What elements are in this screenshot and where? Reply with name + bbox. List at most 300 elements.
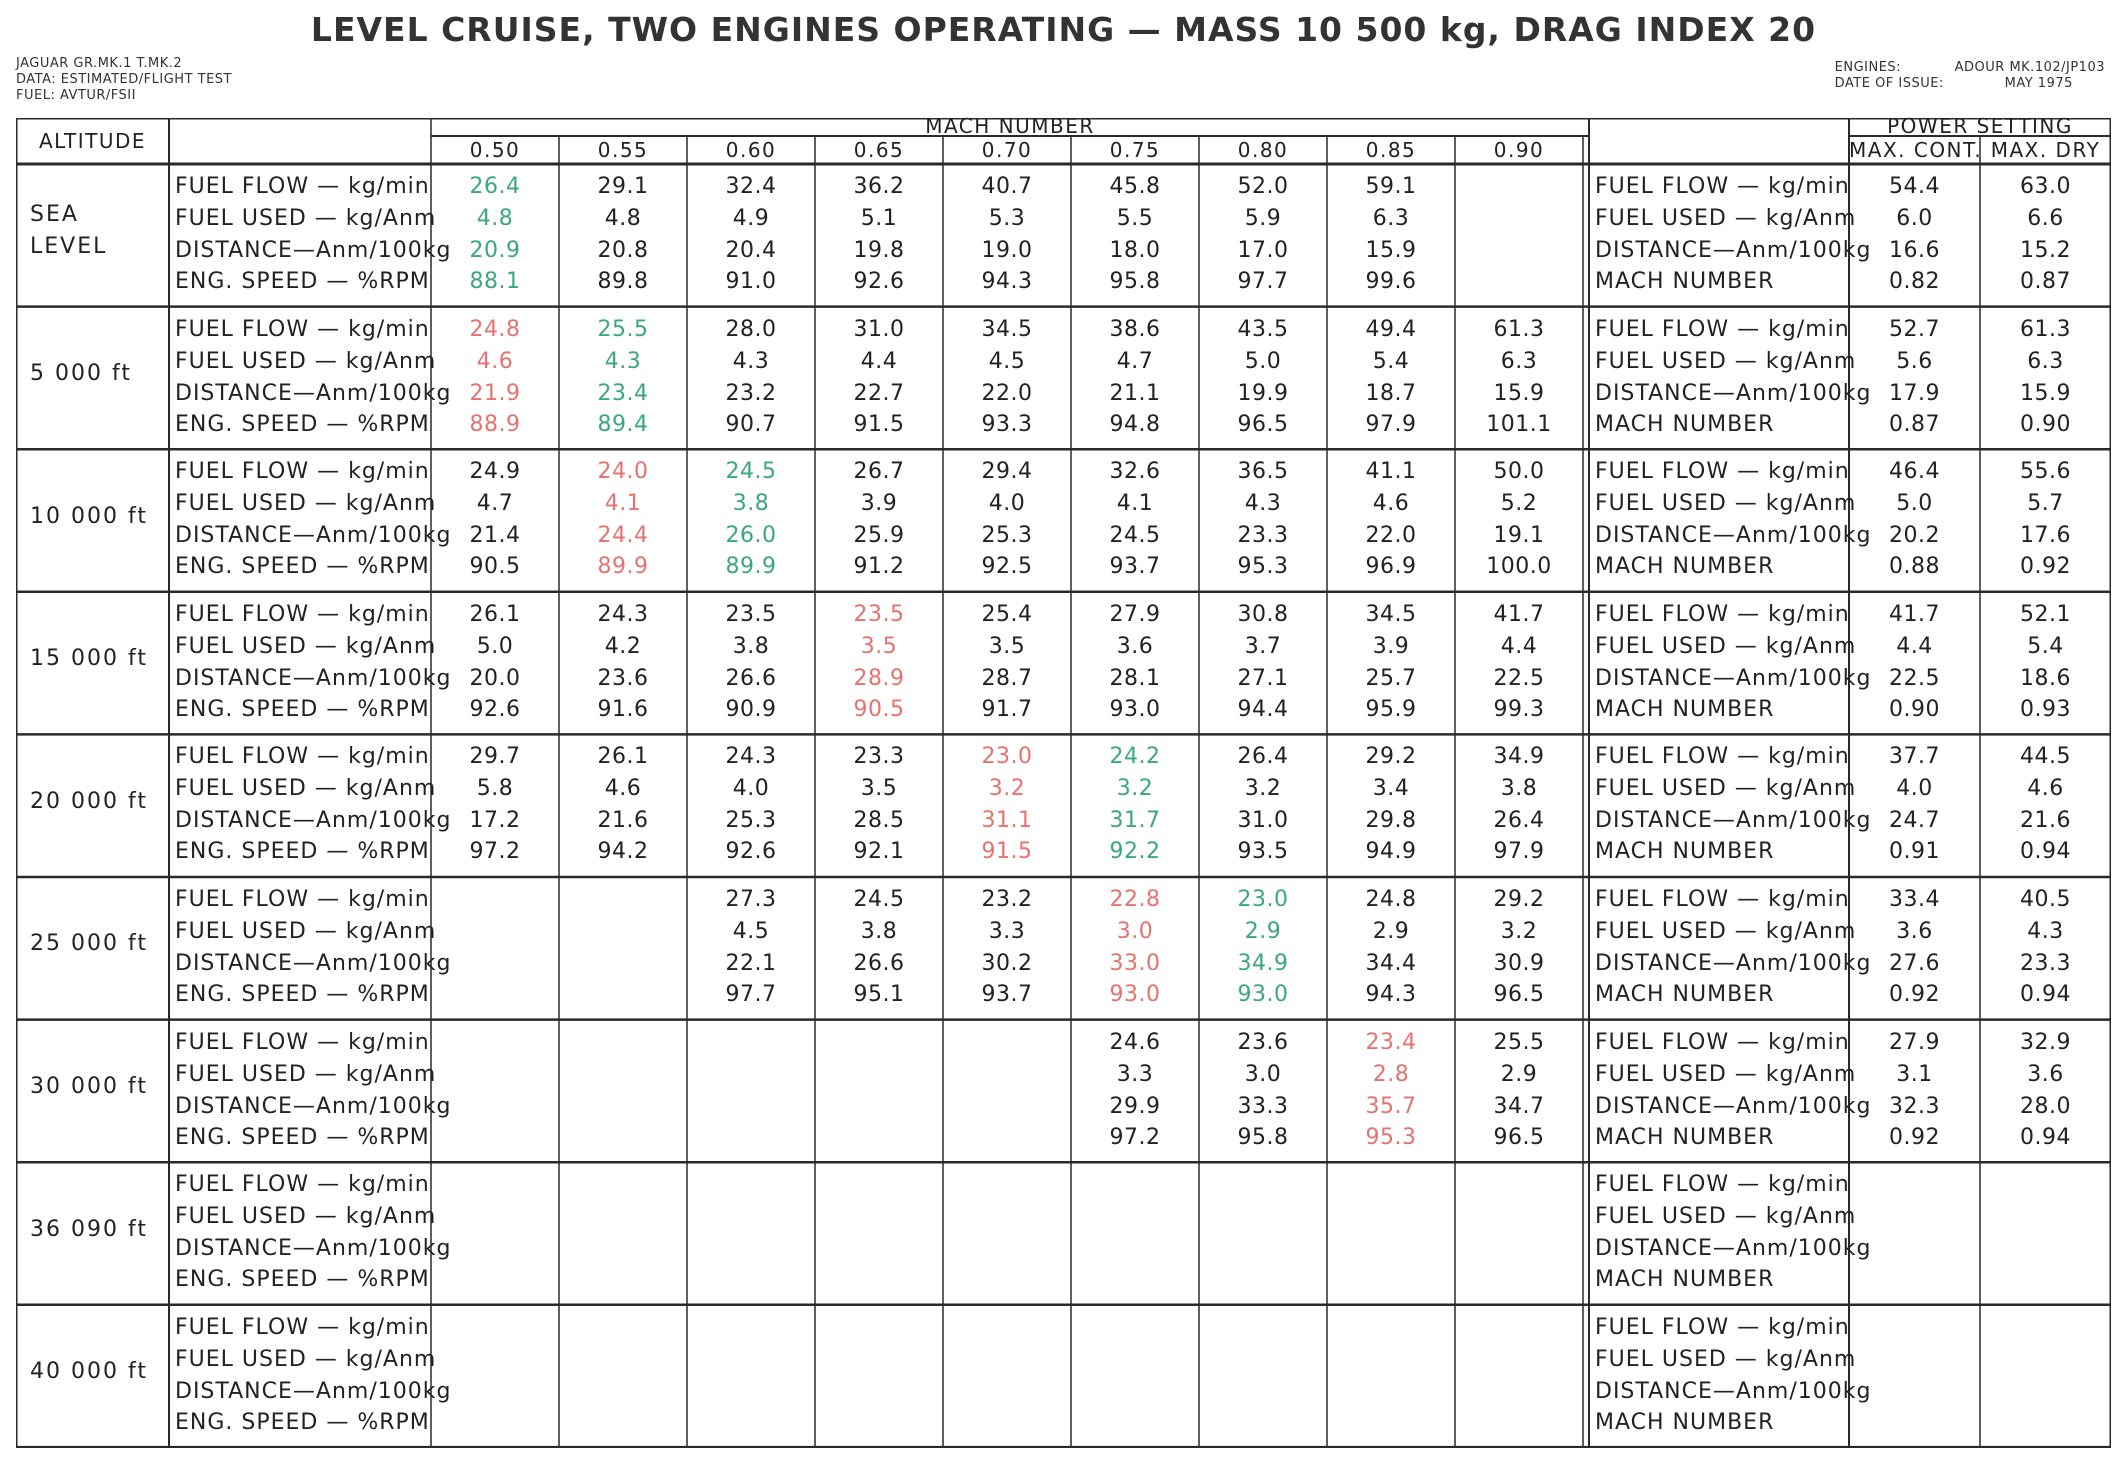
data-cell: 30.2 <box>981 951 1033 976</box>
max-dry-value: 15.9 <box>2020 380 2071 406</box>
data-cell: 97.9 <box>1493 839 1545 865</box>
data-cell: 24.8 <box>1365 887 1417 912</box>
data-cell: 91.7 <box>981 696 1033 722</box>
power-parameter-label: FUEL USED — kg/Anm <box>1595 1346 1857 1372</box>
data-cell: 90.5 <box>469 554 521 580</box>
data-cell: 19.1 <box>1493 523 1545 549</box>
data-cell: 24.2 <box>1109 744 1161 770</box>
max-cont-value: 33.4 <box>1889 887 1940 912</box>
max-cont-value: 24.7 <box>1889 808 1940 834</box>
data-cell: 22.7 <box>853 380 905 406</box>
data-cell: 22.0 <box>1365 523 1417 549</box>
max-dry-value: 61.3 <box>2020 316 2071 342</box>
data-cell: 15.9 <box>1365 238 1417 263</box>
data-cell: 88.9 <box>469 411 521 437</box>
data-cell: 94.3 <box>1365 982 1417 1007</box>
data-cell: 90.5 <box>853 696 905 722</box>
data-cell: 101.1 <box>1486 411 1552 437</box>
data-cell: 24.5 <box>853 887 905 912</box>
data-cell: 5.3 <box>988 206 1026 231</box>
data-cell: 94.2 <box>597 839 649 865</box>
data-cell: 5.0 <box>1244 348 1282 374</box>
power-parameter-label: FUEL FLOW — kg/min <box>1595 887 1850 912</box>
data-cell: 92.1 <box>853 839 905 865</box>
mach-column-header: 0.90 <box>1493 138 1545 162</box>
parameter-label: FUEL FLOW — kg/min <box>175 887 430 912</box>
data-cell: 89.9 <box>597 554 649 580</box>
data-cell: 93.3 <box>981 411 1033 437</box>
max-cont-value: 3.1 <box>1896 1061 1933 1087</box>
data-cell: 17.2 <box>469 808 521 834</box>
parameter-label: DISTANCE—Anm/100kg <box>175 1378 452 1404</box>
data-cell: 27.1 <box>1237 665 1289 691</box>
data-cell: 6.3 <box>1500 348 1538 374</box>
parameter-label: ENG. SPEED — %RPM <box>175 696 430 722</box>
data-cell: 26.6 <box>853 951 905 976</box>
parameter-label: FUEL FLOW — kg/min <box>175 744 430 770</box>
data-cell: 26.4 <box>1237 744 1289 770</box>
date-value: MAY 1975 <box>2004 76 2073 91</box>
data-cell: 43.5 <box>1237 316 1289 342</box>
data-cell: 31.1 <box>981 808 1033 834</box>
parameter-label: FUEL USED — kg/Anm <box>175 206 437 231</box>
power-setting-header: POWER SETTING <box>1887 114 2073 138</box>
data-cell: 3.9 <box>860 491 898 517</box>
data-cell: 4.6 <box>604 776 642 802</box>
data-cell: 45.8 <box>1109 174 1161 199</box>
parameter-label: FUEL USED — kg/Anm <box>175 919 437 944</box>
parameter-label: FUEL FLOW — kg/min <box>175 459 430 485</box>
max-cont-value: 0.91 <box>1889 839 1940 865</box>
data-cell: 31.0 <box>853 316 905 342</box>
data-cell: 21.4 <box>469 523 521 549</box>
data-cell: 21.1 <box>1109 380 1161 406</box>
data-cell: 25.4 <box>981 601 1033 627</box>
data-cell: 93.0 <box>1109 696 1161 722</box>
mach-number-header: MACH NUMBER <box>925 114 1095 138</box>
data-cell: 49.4 <box>1365 316 1417 342</box>
data-cell: 91.5 <box>981 839 1033 865</box>
max-cont-value: 5.0 <box>1896 491 1933 517</box>
data-cell: 5.1 <box>860 206 898 231</box>
cruise-data-table <box>16 114 2111 1448</box>
parameter-label: FUEL USED — kg/Anm <box>175 1346 437 1372</box>
data-cell: 3.8 <box>732 491 770 517</box>
data-cell: 99.6 <box>1365 269 1417 294</box>
parameter-label: FUEL FLOW — kg/min <box>175 1029 430 1055</box>
data-cell: 59.1 <box>1365 174 1417 199</box>
power-parameter-label: DISTANCE—Anm/100kg <box>1595 808 1872 834</box>
mach-column-header: 0.60 <box>725 138 777 162</box>
data-cell: 3.5 <box>860 776 898 802</box>
data-cell: 29.1 <box>597 174 649 199</box>
data-cell: 20.4 <box>725 238 777 263</box>
max-cont-value: 5.6 <box>1896 348 1933 374</box>
altitude-label: 5 000 ft <box>30 360 132 386</box>
data-cell: 4.1 <box>1116 491 1154 517</box>
data-cell: 24.0 <box>597 459 649 485</box>
data-cell: 4.6 <box>476 348 514 374</box>
parameter-label: FUEL USED — kg/Anm <box>175 633 437 659</box>
data-cell: 34.5 <box>1365 601 1417 627</box>
data-cell: 2.9 <box>1372 919 1410 944</box>
data-cell: 19.9 <box>1237 380 1289 406</box>
data-cell: 3.7 <box>1244 633 1282 659</box>
max-dry-value: 0.94 <box>2020 982 2071 1007</box>
max-cont-value: 0.87 <box>1889 411 1940 437</box>
data-cell: 99.3 <box>1493 696 1545 722</box>
data-cell: 3.0 <box>1244 1061 1282 1087</box>
max-cont-value: 0.90 <box>1889 696 1940 722</box>
parameter-label: FUEL FLOW — kg/min <box>175 174 430 199</box>
altitude-label: 30 000 ft <box>30 1073 148 1099</box>
data-source-line: DATA: ESTIMATED/FLIGHT TEST <box>16 72 232 87</box>
power-parameter-label: MACH NUMBER <box>1595 1267 1775 1293</box>
max-dry-value: 0.93 <box>2020 696 2071 722</box>
data-cell: 91.6 <box>597 696 649 722</box>
page-title: LEVEL CRUISE, TWO ENGINES OPERATING — MASS 10 500 kg, DRAG INDEX 20 <box>310 10 1817 49</box>
power-parameter-label: MACH NUMBER <box>1595 1409 1775 1435</box>
max-dry-value: 3.6 <box>2027 1061 2064 1087</box>
data-cell: 93.0 <box>1237 982 1289 1007</box>
max-dry-value: 5.4 <box>2027 633 2064 659</box>
data-cell: 24.3 <box>597 601 649 627</box>
parameter-label: DISTANCE—Anm/100kg <box>175 238 452 263</box>
data-cell: 22.8 <box>1109 887 1161 912</box>
data-cell: 50.0 <box>1493 459 1545 485</box>
data-cell: 91.5 <box>853 411 905 437</box>
parameter-label: ENG. SPEED — %RPM <box>175 269 430 294</box>
data-cell: 25.5 <box>1493 1029 1545 1055</box>
max-dry-value: 40.5 <box>2020 887 2071 912</box>
data-cell: 22.1 <box>725 951 777 976</box>
max-cont-header: MAX. CONT. <box>1849 138 1983 162</box>
data-cell: 92.6 <box>725 839 777 865</box>
data-cell: 18.0 <box>1109 238 1161 263</box>
data-cell: 27.3 <box>725 887 777 912</box>
data-cell: 21.6 <box>597 808 649 834</box>
data-cell: 24.9 <box>469 459 521 485</box>
mach-column-header: 0.80 <box>1237 138 1289 162</box>
data-cell: 4.5 <box>988 348 1026 374</box>
max-dry-value: 23.3 <box>2020 951 2071 976</box>
max-dry-value: 17.6 <box>2020 523 2071 549</box>
data-cell: 15.9 <box>1493 380 1545 406</box>
data-cell: 3.8 <box>1500 776 1538 802</box>
data-cell: 29.2 <box>1493 887 1545 912</box>
max-cont-value: 27.9 <box>1889 1029 1940 1055</box>
data-cell: 29.8 <box>1365 808 1417 834</box>
data-cell: 32.4 <box>725 174 777 199</box>
data-cell: 3.6 <box>1116 633 1154 659</box>
power-parameter-label: FUEL FLOW — kg/min <box>1595 601 1850 627</box>
power-parameter-label: FUEL FLOW — kg/min <box>1595 1314 1850 1340</box>
data-cell: 20.0 <box>469 665 521 691</box>
data-cell: 24.8 <box>469 316 521 342</box>
data-cell: 4.4 <box>860 348 898 374</box>
power-parameter-label: DISTANCE—Anm/100kg <box>1595 951 1872 976</box>
power-parameter-label: DISTANCE—Anm/100kg <box>1595 1378 1872 1404</box>
data-cell: 89.9 <box>725 554 777 580</box>
max-cont-value: 16.6 <box>1889 238 1940 263</box>
data-cell: 20.8 <box>597 238 649 263</box>
power-parameter-label: MACH NUMBER <box>1595 839 1775 865</box>
data-cell: 24.5 <box>725 459 777 485</box>
max-dry-value: 0.94 <box>2020 1124 2071 1150</box>
data-cell: 3.9 <box>1372 633 1410 659</box>
power-parameter-label: DISTANCE—Anm/100kg <box>1595 665 1872 691</box>
max-cont-value: 27.6 <box>1889 951 1940 976</box>
data-cell: 3.2 <box>1500 919 1538 944</box>
document-info-right <box>1835 60 2105 92</box>
parameter-label: ENG. SPEED — %RPM <box>175 554 430 580</box>
data-cell: 4.3 <box>732 348 770 374</box>
data-cell: 29.4 <box>981 459 1033 485</box>
data-cell: 4.9 <box>732 206 770 231</box>
data-cell: 22.5 <box>1493 665 1545 691</box>
data-cell: 25.9 <box>853 523 905 549</box>
mach-column-header: 0.85 <box>1365 138 1417 162</box>
max-cont-value: 0.82 <box>1889 269 1940 294</box>
data-cell: 36.5 <box>1237 459 1289 485</box>
max-cont-value: 46.4 <box>1889 459 1940 485</box>
data-cell: 2.9 <box>1244 919 1282 944</box>
power-parameter-label: DISTANCE—Anm/100kg <box>1595 1093 1872 1119</box>
power-parameter-label: FUEL FLOW — kg/min <box>1595 316 1850 342</box>
data-cell: 89.4 <box>597 411 649 437</box>
data-cell: 41.1 <box>1365 459 1417 485</box>
data-cell: 95.3 <box>1237 554 1289 580</box>
data-cell: 32.6 <box>1109 459 1161 485</box>
max-dry-value: 0.90 <box>2020 411 2071 437</box>
data-cell: 26.1 <box>469 601 521 627</box>
data-cell: 97.2 <box>469 839 521 865</box>
max-cont-value: 32.3 <box>1889 1093 1940 1119</box>
max-dry-value: 52.1 <box>2020 601 2071 627</box>
power-parameter-label: FUEL USED — kg/Anm <box>1595 919 1857 944</box>
max-dry-value: 55.6 <box>2020 459 2071 485</box>
max-dry-value: 0.94 <box>2020 839 2071 865</box>
data-cell: 28.5 <box>853 808 905 834</box>
max-cont-value: 20.2 <box>1889 523 1940 549</box>
max-cont-value: 6.0 <box>1896 206 1933 231</box>
data-cell: 95.8 <box>1237 1124 1289 1150</box>
data-cell: 29.7 <box>469 744 521 770</box>
parameter-label: DISTANCE—Anm/100kg <box>175 1093 452 1119</box>
power-parameter-label: MACH NUMBER <box>1595 1124 1775 1150</box>
parameter-label: FUEL USED — kg/Anm <box>175 348 437 374</box>
engines-label: ENGINES: <box>1834 60 1902 75</box>
data-cell: 2.8 <box>1372 1061 1410 1087</box>
data-cell: 4.4 <box>1500 633 1538 659</box>
data-cell: 26.1 <box>597 744 649 770</box>
data-cell: 20.9 <box>469 238 521 263</box>
data-cell: 4.6 <box>1372 491 1410 517</box>
power-parameter-label: MACH NUMBER <box>1595 411 1775 437</box>
data-cell: 88.1 <box>469 269 521 294</box>
power-parameter-label: DISTANCE—Anm/100kg <box>1595 1236 1872 1262</box>
data-cell: 23.6 <box>1237 1029 1289 1055</box>
parameter-label: ENG. SPEED — %RPM <box>175 1409 430 1435</box>
max-cont-value: 52.7 <box>1889 316 1940 342</box>
data-cell: 29.2 <box>1365 744 1417 770</box>
data-cell: 40.7 <box>981 174 1033 199</box>
data-cell: 34.4 <box>1365 951 1417 976</box>
altitude-label: 20 000 ft <box>30 788 148 814</box>
data-cell: 6.3 <box>1372 206 1410 231</box>
data-cell: 5.4 <box>1372 348 1410 374</box>
parameter-label: FUEL USED — kg/Anm <box>175 491 437 517</box>
data-cell: 95.3 <box>1365 1124 1417 1150</box>
altitude-label: 15 000 ft <box>30 646 148 672</box>
altitude-label: 25 000 ft <box>30 931 148 957</box>
max-dry-header: MAX. DRY <box>1990 138 2101 162</box>
max-cont-value: 22.5 <box>1889 665 1940 691</box>
max-cont-value: 4.4 <box>1896 633 1933 659</box>
power-parameter-label: DISTANCE—Anm/100kg <box>1595 238 1872 263</box>
data-cell: 4.3 <box>1244 491 1282 517</box>
data-cell: 4.1 <box>604 491 642 517</box>
parameter-label: DISTANCE—Anm/100kg <box>175 665 452 691</box>
data-cell: 3.2 <box>1116 776 1154 802</box>
data-cell: 24.4 <box>597 523 649 549</box>
data-cell: 31.0 <box>1237 808 1289 834</box>
power-parameter-label: FUEL USED — kg/Anm <box>1595 206 1857 231</box>
data-cell: 52.0 <box>1237 174 1289 199</box>
data-cell: 24.6 <box>1109 1029 1161 1055</box>
data-cell: 5.5 <box>1116 206 1154 231</box>
mach-column-header: 0.55 <box>597 138 649 162</box>
data-cell: 26.7 <box>853 459 905 485</box>
max-dry-value: 63.0 <box>2020 174 2071 199</box>
data-cell: 29.9 <box>1109 1093 1161 1119</box>
data-cell: 3.4 <box>1372 776 1410 802</box>
data-cell: 18.7 <box>1365 380 1417 406</box>
power-parameter-label: FUEL USED — kg/Anm <box>1595 633 1857 659</box>
data-cell: 34.7 <box>1493 1093 1545 1119</box>
data-cell: 26.6 <box>725 665 777 691</box>
data-cell: 34.5 <box>981 316 1033 342</box>
data-cell: 94.9 <box>1365 839 1417 865</box>
power-parameter-label: FUEL FLOW — kg/min <box>1595 744 1850 770</box>
data-cell: 61.3 <box>1493 316 1545 342</box>
parameter-label: DISTANCE—Anm/100kg <box>175 523 452 549</box>
data-cell: 21.9 <box>469 380 521 406</box>
power-parameter-label: MACH NUMBER <box>1595 554 1775 580</box>
data-cell: 3.0 <box>1116 919 1154 944</box>
power-parameter-label: FUEL FLOW — kg/min <box>1595 174 1850 199</box>
data-cell: 17.0 <box>1237 238 1289 263</box>
data-cell: 25.3 <box>725 808 777 834</box>
parameter-label: FUEL USED — kg/Anm <box>175 1061 437 1087</box>
data-cell: 28.9 <box>853 665 905 691</box>
max-dry-value: 6.3 <box>2027 348 2064 374</box>
max-dry-value: 0.92 <box>2020 554 2071 580</box>
data-cell: 94.8 <box>1109 411 1161 437</box>
power-parameter-label: FUEL USED — kg/Anm <box>1595 491 1857 517</box>
data-cell: 23.0 <box>981 744 1033 770</box>
data-cell: 90.7 <box>725 411 777 437</box>
data-cell: 25.7 <box>1365 665 1417 691</box>
data-cell: 26.0 <box>725 523 777 549</box>
parameter-label: DISTANCE—Anm/100kg <box>175 951 452 976</box>
data-cell: 23.0 <box>1237 887 1289 912</box>
parameter-label: FUEL USED — kg/Anm <box>175 1204 437 1230</box>
altitude-label: 10 000 ft <box>30 503 148 529</box>
data-cell: 92.5 <box>981 554 1033 580</box>
power-parameter-label: FUEL FLOW — kg/min <box>1595 1172 1850 1198</box>
altitude-label: SEA <box>30 202 79 228</box>
data-cell: 3.8 <box>860 919 898 944</box>
data-cell: 25.3 <box>981 523 1033 549</box>
power-parameter-label: FUEL USED — kg/Anm <box>1595 1204 1857 1230</box>
data-cell: 94.3 <box>981 269 1033 294</box>
mach-column-header: 0.70 <box>981 138 1033 162</box>
max-cont-value: 17.9 <box>1889 380 1940 406</box>
parameter-label: ENG. SPEED — %RPM <box>175 982 430 1007</box>
data-cell: 96.5 <box>1493 1124 1545 1150</box>
max-dry-value: 21.6 <box>2020 808 2071 834</box>
data-cell: 4.7 <box>1116 348 1154 374</box>
data-cell: 97.2 <box>1109 1124 1161 1150</box>
altitude-header: ALTITUDE <box>38 129 147 153</box>
max-dry-value: 32.9 <box>2020 1029 2071 1055</box>
data-cell: 34.9 <box>1493 744 1545 770</box>
power-parameter-label: MACH NUMBER <box>1595 982 1775 1007</box>
data-cell: 93.5 <box>1237 839 1289 865</box>
data-cell: 23.3 <box>1237 523 1289 549</box>
power-parameter-label: MACH NUMBER <box>1595 269 1775 294</box>
max-cont-value: 41.7 <box>1889 601 1940 627</box>
data-cell: 95.8 <box>1109 269 1161 294</box>
mach-column-header: 0.75 <box>1109 138 1161 162</box>
data-cell: 23.5 <box>725 601 777 627</box>
data-cell: 23.2 <box>725 380 777 406</box>
data-cell: 23.3 <box>853 744 905 770</box>
max-cont-value: 54.4 <box>1889 174 1940 199</box>
parameter-label: ENG. SPEED — %RPM <box>175 839 430 865</box>
data-cell: 94.4 <box>1237 696 1289 722</box>
data-cell: 91.0 <box>725 269 777 294</box>
parameter-label: FUEL FLOW — kg/min <box>175 316 430 342</box>
data-cell: 95.9 <box>1365 696 1417 722</box>
data-cell: 96.9 <box>1365 554 1417 580</box>
max-dry-value: 4.6 <box>2027 776 2064 802</box>
data-cell: 96.5 <box>1237 411 1289 437</box>
data-cell: 95.1 <box>853 982 905 1007</box>
data-cell: 93.7 <box>981 982 1033 1007</box>
data-cell: 22.0 <box>981 380 1033 406</box>
parameter-label: ENG. SPEED — %RPM <box>175 1267 430 1293</box>
data-cell: 23.5 <box>853 601 905 627</box>
document-info-left <box>16 56 232 104</box>
max-cont-value: 37.7 <box>1889 744 1940 770</box>
data-cell: 4.2 <box>604 633 642 659</box>
parameter-label: ENG. SPEED — %RPM <box>175 1124 430 1150</box>
max-dry-value: 15.2 <box>2020 238 2071 263</box>
max-cont-value: 0.92 <box>1889 982 1940 1007</box>
data-cell: 28.1 <box>1109 665 1161 691</box>
data-cell: 23.6 <box>597 665 649 691</box>
parameter-label: FUEL FLOW — kg/min <box>175 601 430 627</box>
data-cell: 28.7 <box>981 665 1033 691</box>
max-cont-value: 4.0 <box>1896 776 1933 802</box>
data-cell: 91.2 <box>853 554 905 580</box>
date-label: DATE OF ISSUE: <box>1834 76 1944 91</box>
data-cell: 89.8 <box>597 269 649 294</box>
mach-column-header: 0.50 <box>469 138 521 162</box>
max-dry-value: 0.87 <box>2020 269 2071 294</box>
